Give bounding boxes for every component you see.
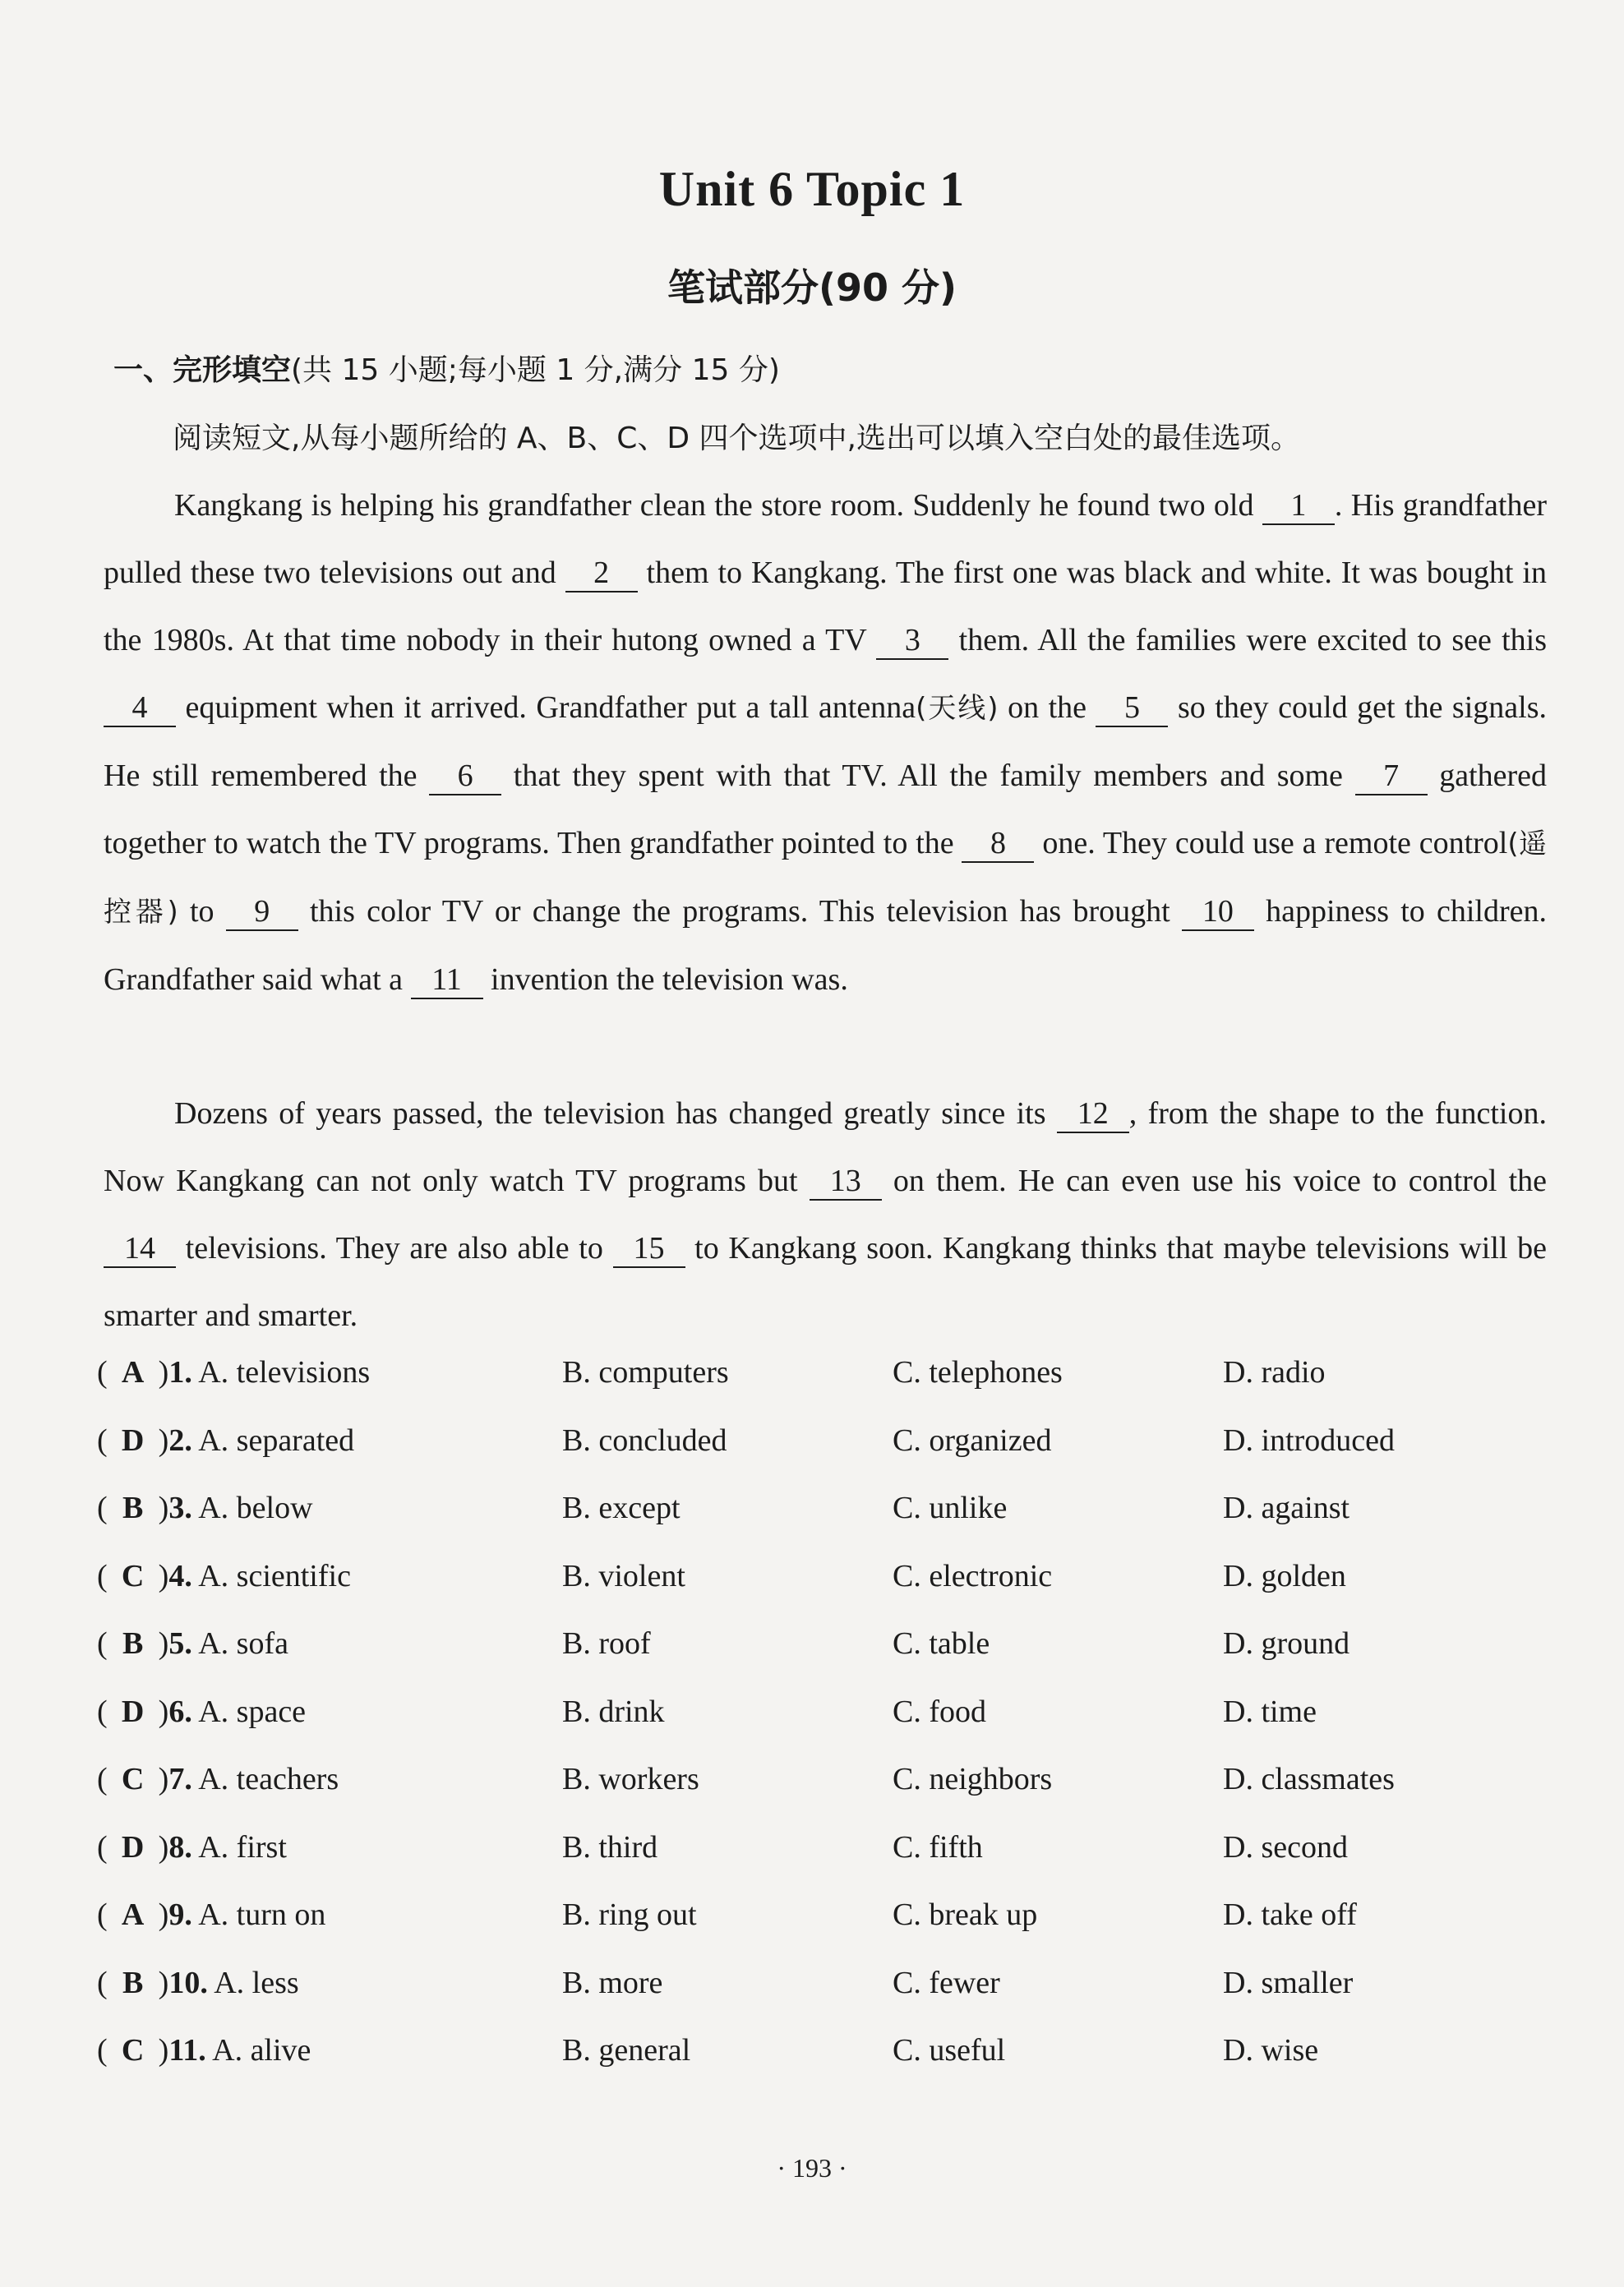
paren-close: ) [158, 1558, 169, 1593]
blank-3: 3 [876, 622, 948, 660]
answer-letter: D [121, 1829, 145, 1865]
option-c: C. food [893, 1694, 986, 1729]
option-c: C. break up [893, 1897, 1038, 1932]
passage-text: to Kangkang soon. Kangkang thinks that maybe televisions will be smarter and smarter. [104, 1231, 1547, 1333]
options-list [97, 1354, 1543, 2100]
passage-text: . His grandfather pulled these two televisions out and [104, 488, 1547, 590]
section-subtitle: 笔试部分(90 分) [667, 265, 957, 310]
blank-14: 14 [104, 1230, 176, 1268]
question-number: 4. [168, 1558, 192, 1593]
answer-and-option-a [97, 1897, 325, 1933]
option-c: C. neighbors [893, 1762, 1053, 1796]
option-c: C. useful [893, 2033, 1006, 2068]
passage-text: them. All the families were excited to see this [948, 623, 1547, 657]
blank-13: 13 [810, 1163, 882, 1201]
passage-text: happiness to children. Grandfather said what a [104, 894, 1547, 997]
option-a: A. sofa [191, 1626, 288, 1661]
paren-open: ( [97, 1355, 108, 1390]
option-d: D. radio [1223, 1355, 1326, 1390]
passage-text: them to Kangkang. The first one was black and white. It was bought in the 1980s. At that time nobody in their hutong owned a TV [104, 556, 1547, 657]
answer-letter: C [121, 1762, 145, 1796]
blank-5: 5 [1096, 689, 1168, 727]
blank-1: 1 [1262, 487, 1335, 525]
option-a: A. first [191, 1829, 287, 1865]
option-b: B. workers [562, 1762, 699, 1796]
option-d: D. golden [1223, 1558, 1346, 1593]
question-number: 5. [168, 1626, 192, 1661]
paren-close: ) [158, 1965, 169, 2000]
option-c: C. table [893, 1626, 990, 1661]
answer-and-option-a [97, 1829, 287, 1865]
option-d: D. time [1223, 1694, 1317, 1729]
option-d: D. wise [1223, 2033, 1319, 2068]
question-number: 1. [168, 1355, 192, 1390]
section-heading [113, 347, 780, 389]
option-a: A. alive [205, 2033, 311, 2068]
paren-open: ( [97, 1422, 108, 1458]
blank-6: 6 [429, 758, 501, 795]
passage-text: that they spent with that TV. All the family members and some [501, 758, 1355, 793]
paren-open: ( [97, 2033, 108, 2068]
answer-and-option-a [97, 1965, 299, 2001]
passage-paragraph-2 [104, 1080, 1547, 1349]
passage-text: televisions. They are also able to [176, 1231, 613, 1266]
question-number: 10. [168, 1965, 208, 2000]
option-a: A. turn on [191, 1897, 326, 1932]
passage-text: , from the shape to the function. Now Kangkang can not only watch TV programs but [104, 1096, 1547, 1198]
passage-text: to [178, 894, 226, 929]
paren-close: ) [158, 1829, 169, 1865]
question-number: 7. [168, 1762, 192, 1796]
paren-close: ) [158, 1626, 169, 1661]
question-number: 9. [168, 1897, 192, 1932]
question-row [97, 1965, 1543, 2033]
blank-7: 7 [1355, 758, 1428, 795]
paren-close: ) [158, 1355, 169, 1390]
blank-15: 15 [613, 1230, 685, 1268]
blank-4: 4 [104, 689, 176, 727]
paren-close: ) [158, 1422, 169, 1458]
answer-letter: A [121, 1897, 145, 1932]
option-b: B. computers [562, 1355, 729, 1390]
option-b: B. third [562, 1829, 658, 1865]
paren-open: ( [97, 1626, 108, 1661]
paren-open: ( [97, 1829, 108, 1865]
instruction-text: 阅读短文,从每小题所给的 A、B、C、D 四个选项中,选出可以填入空白处的最佳选项。 [173, 422, 1300, 455]
blank-12: 12 [1057, 1095, 1129, 1133]
option-a: A. below [191, 1491, 313, 1525]
blank-2: 2 [565, 555, 638, 592]
option-b: B. violent [562, 1558, 685, 1593]
answer-letter: B [122, 1491, 144, 1525]
page-title: Unit 6 Topic 1 [658, 162, 966, 216]
option-b: B. drink [562, 1694, 665, 1729]
option-d: D. smaller [1223, 1965, 1354, 2000]
passage-text: equipment when it arrived. Grandfather put a tall antenna [176, 690, 916, 725]
answer-and-option-a [97, 1490, 313, 1526]
option-d: D. ground [1223, 1626, 1350, 1661]
passage-text: invention the television was. [482, 962, 848, 997]
paren-open: ( [97, 1491, 108, 1525]
paren-open: ( [97, 1965, 108, 2000]
option-c: C. fewer [893, 1965, 1000, 2000]
option-d: D. classmates [1223, 1762, 1395, 1796]
option-b: B. concluded [562, 1422, 727, 1458]
paren-open: ( [97, 1897, 108, 1932]
option-b: B. general [562, 2033, 691, 2068]
option-b: B. except [562, 1491, 681, 1525]
question-row [97, 1829, 1543, 1897]
passage-text: Dozens of years passed, the television has changed greatly since its [174, 1096, 1057, 1131]
question-number: 8. [168, 1829, 192, 1865]
paren-close: ) [158, 1897, 169, 1932]
option-c: C. electronic [893, 1558, 1053, 1593]
question-row [97, 1625, 1543, 1694]
option-a: A. space [191, 1694, 307, 1729]
passage-paragraph-1 [104, 472, 1547, 1013]
option-d: D. take off [1223, 1897, 1357, 1932]
question-row [97, 1354, 1543, 1422]
section-heading-label: 一、完形填空 [113, 353, 292, 387]
passage-text: on the [998, 690, 1096, 725]
question-row [97, 1897, 1543, 1965]
passage-text: Kangkang is helping his grandfather clean the store room. Suddenly he found two old [174, 488, 1262, 523]
blank-11: 11 [411, 961, 483, 999]
answer-letter: C [121, 1558, 145, 1593]
option-d: D. introduced [1223, 1422, 1395, 1458]
option-c: C. unlike [893, 1491, 1008, 1525]
passage-text: this color TV or change the programs. This television has brought [298, 894, 1182, 929]
question-number: 2. [168, 1422, 192, 1458]
paren-close: ) [158, 1762, 169, 1796]
passage-text: on them. He can even use his voice to control the [881, 1164, 1548, 1198]
answer-and-option-a [97, 1558, 351, 1594]
answer-letter: C [121, 2033, 145, 2068]
answer-letter: D [121, 1422, 145, 1458]
option-d: D. against [1223, 1491, 1350, 1525]
paren-close: ) [158, 1491, 169, 1525]
passage-text: one. They could use a remote control [1034, 826, 1508, 860]
answer-letter: D [121, 1694, 145, 1729]
answer-and-option-a [97, 1422, 354, 1459]
option-d: D. second [1223, 1829, 1348, 1865]
answer-and-option-a [97, 1354, 370, 1390]
question-row [97, 1761, 1543, 1829]
answer-and-option-a [97, 1625, 288, 1662]
question-row [97, 1558, 1543, 1626]
question-number: 11. [168, 2033, 206, 2068]
option-b: B. ring out [562, 1897, 697, 1932]
answer-letter: A [121, 1355, 145, 1390]
blank-9: 9 [226, 893, 298, 931]
option-a: A. teachers [191, 1762, 339, 1796]
option-a: A. less [207, 1965, 299, 2000]
blank-10: 10 [1182, 893, 1254, 931]
option-b: B. roof [562, 1626, 651, 1661]
gloss-text: (遥控器) [104, 828, 1548, 929]
paren-open: ( [97, 1694, 108, 1729]
page-number: · 193 · [777, 2153, 847, 2183]
passage-text: so they could get the signals. He still remembered the [104, 690, 1547, 793]
paren-open: ( [97, 1558, 108, 1593]
question-row [97, 1422, 1543, 1491]
question-row [97, 1694, 1543, 1762]
paren-close: ) [158, 1694, 169, 1729]
blank-8: 8 [962, 825, 1034, 863]
option-a: A. scientific [191, 1558, 351, 1593]
answer-and-option-a [97, 2032, 311, 2068]
answer-letter: B [122, 1965, 144, 2000]
question-number: 3. [168, 1491, 192, 1525]
gloss-text: (天线) [916, 692, 999, 725]
answer-letter: B [122, 1626, 144, 1661]
answer-and-option-a [97, 1694, 306, 1730]
option-a: A. separated [191, 1422, 355, 1458]
paren-open: ( [97, 1762, 108, 1796]
answer-and-option-a [97, 1761, 339, 1797]
question-number: 6. [168, 1694, 192, 1729]
paren-close: ) [158, 2033, 169, 2068]
option-c: C. organized [893, 1422, 1052, 1458]
option-c: C. telephones [893, 1355, 1063, 1390]
option-b: B. more [562, 1965, 663, 2000]
question-row [97, 1490, 1543, 1558]
option-a: A. televisions [191, 1355, 371, 1390]
passage-text: gathered together to watch the TV programs. Then grandfather pointed to the [104, 758, 1548, 860]
question-row [97, 2032, 1543, 2100]
section-heading-detail: (共 15 小题;每小题 1 分,满分 15 分) [291, 353, 780, 387]
option-c: C. fifth [893, 1829, 983, 1865]
